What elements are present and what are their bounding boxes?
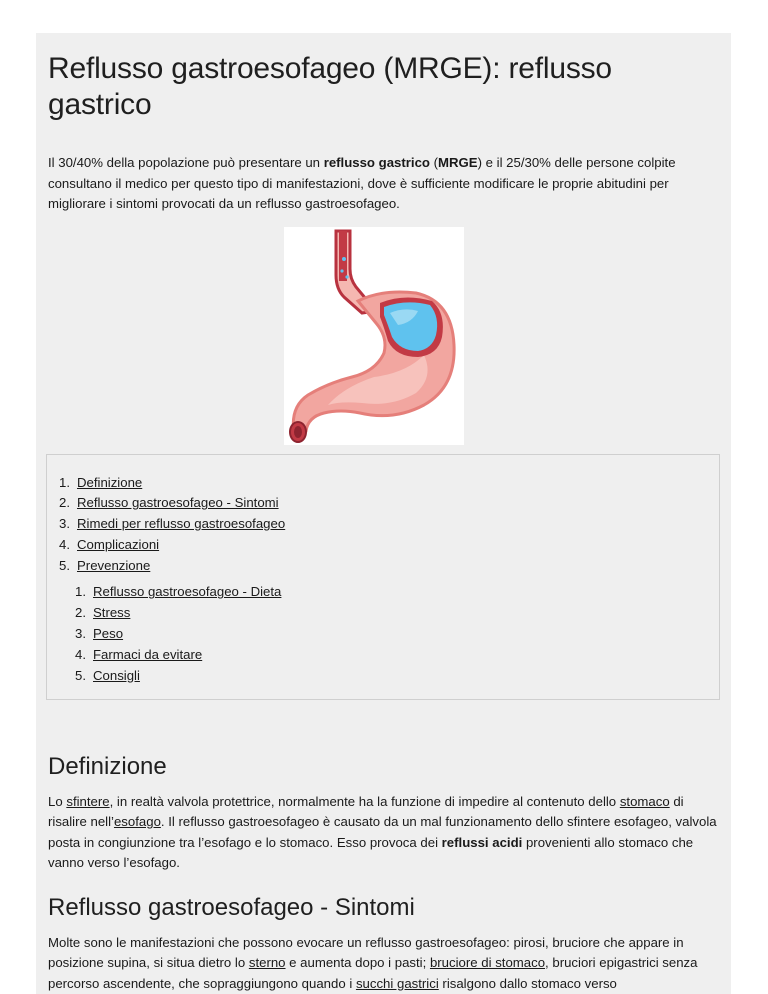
toc-sublist (59, 582, 719, 686)
sintomi-paragraph: Molte sono le manifestazioni che possono evocare un reflusso gastroesofageo: pirosi, bruciore che appare in posizione supina, si situa dietro lo sterno e aumenta dopo i pasti; bruciore di stomaco, bruciori epigastrici senza percorso ascendente, che sopraggiungono quando i succhi gastrici risalgono dallo stomaco verso (48, 934, 698, 991)
section-heading-sintomi: Reflusso gastroesofageo - Sintomi (48, 893, 415, 921)
toc-item: 2. Reflusso gastroesofageo - Sintomi (59, 495, 279, 511)
stomach-reflux-image (284, 227, 464, 445)
toc-link-consigli[interactable]: Consigli (93, 667, 140, 683)
toc-subitem: 5. Consigli (75, 667, 140, 683)
article (36, 33, 731, 994)
toc-link-rimedi[interactable]: Rimedi per reflusso gastroesofageo (77, 516, 286, 532)
toc-subitem: 3. Peso (75, 626, 124, 642)
toc-link-prevenzione[interactable]: Prevenzione (77, 557, 151, 573)
toc-item: 3. Rimedi per reflusso gastroesofageo (59, 516, 286, 532)
intro-paragraph: Il 30/40% della popolazione può presentare un reflusso gastrico (MRGE) e il 25/30% delle persone colpite consultano il medico per questo tipo di manifestazioni, dove è sufficiente modificare le proprie abitudini per migliorare i sintomi provocati da un reflusso gastroesofageo. (48, 155, 676, 211)
table-of-contents (46, 454, 720, 700)
toc-link-sintomi[interactable]: Reflusso gastroesofageo - Sintomi (77, 495, 279, 511)
toc-list (59, 473, 719, 577)
toc-subitem: 1. Reflusso gastroesofageo - Dieta (75, 584, 282, 600)
link-sterno[interactable]: sterno (248, 955, 286, 970)
toc-link-peso[interactable]: Peso (93, 626, 124, 642)
toc-item: 4. Complicazioni (59, 536, 160, 552)
toc-link-complicazioni[interactable]: Complicazioni (77, 536, 160, 552)
toc-link-farmaci[interactable]: Farmaci da evitare (93, 646, 203, 662)
link-bruciore-di-stomaco[interactable]: bruciore di stomaco (429, 955, 546, 970)
page-title: Reflusso gastroesofageo (MRGE): reflusso gastrico (48, 52, 612, 121)
toc-item: 5. Prevenzione (59, 557, 151, 573)
link-esofago[interactable]: esofago (113, 814, 161, 829)
link-succhi-gastrici[interactable]: succhi gastrici (355, 975, 439, 991)
toc-item: 1. Definizione (59, 474, 143, 490)
toc-link-stress[interactable]: Stress (93, 605, 131, 621)
section-heading-definizione: Definizione (48, 752, 167, 780)
definizione-paragraph: Lo sfintere, in realtà valvola protettrice, normalmente ha la funzione di impedire al contenuto dello stomaco di risalire nell’esofago. Il reflusso gastroesofageo è causato da un mal funzionamento dello sfintere esofageo, valvola posta in congiunzione tra l’esofago e lo stomaco. Esso provoca dei reflussi acidi provenienti allo stomaco che vanno verso l’esofago. (48, 793, 717, 870)
toc-link-dieta[interactable]: Reflusso gastroesofageo - Dieta (93, 584, 282, 600)
stomach-illustration (284, 227, 464, 445)
toc-subitem: 4. Farmaci da evitare (75, 646, 203, 662)
toc-link-definizione[interactable]: Definizione (77, 474, 143, 490)
link-stomaco[interactable]: stomaco (619, 793, 670, 809)
link-sfintere[interactable]: sfintere (66, 793, 110, 809)
toc-subitem: 2. Stress (75, 605, 131, 621)
